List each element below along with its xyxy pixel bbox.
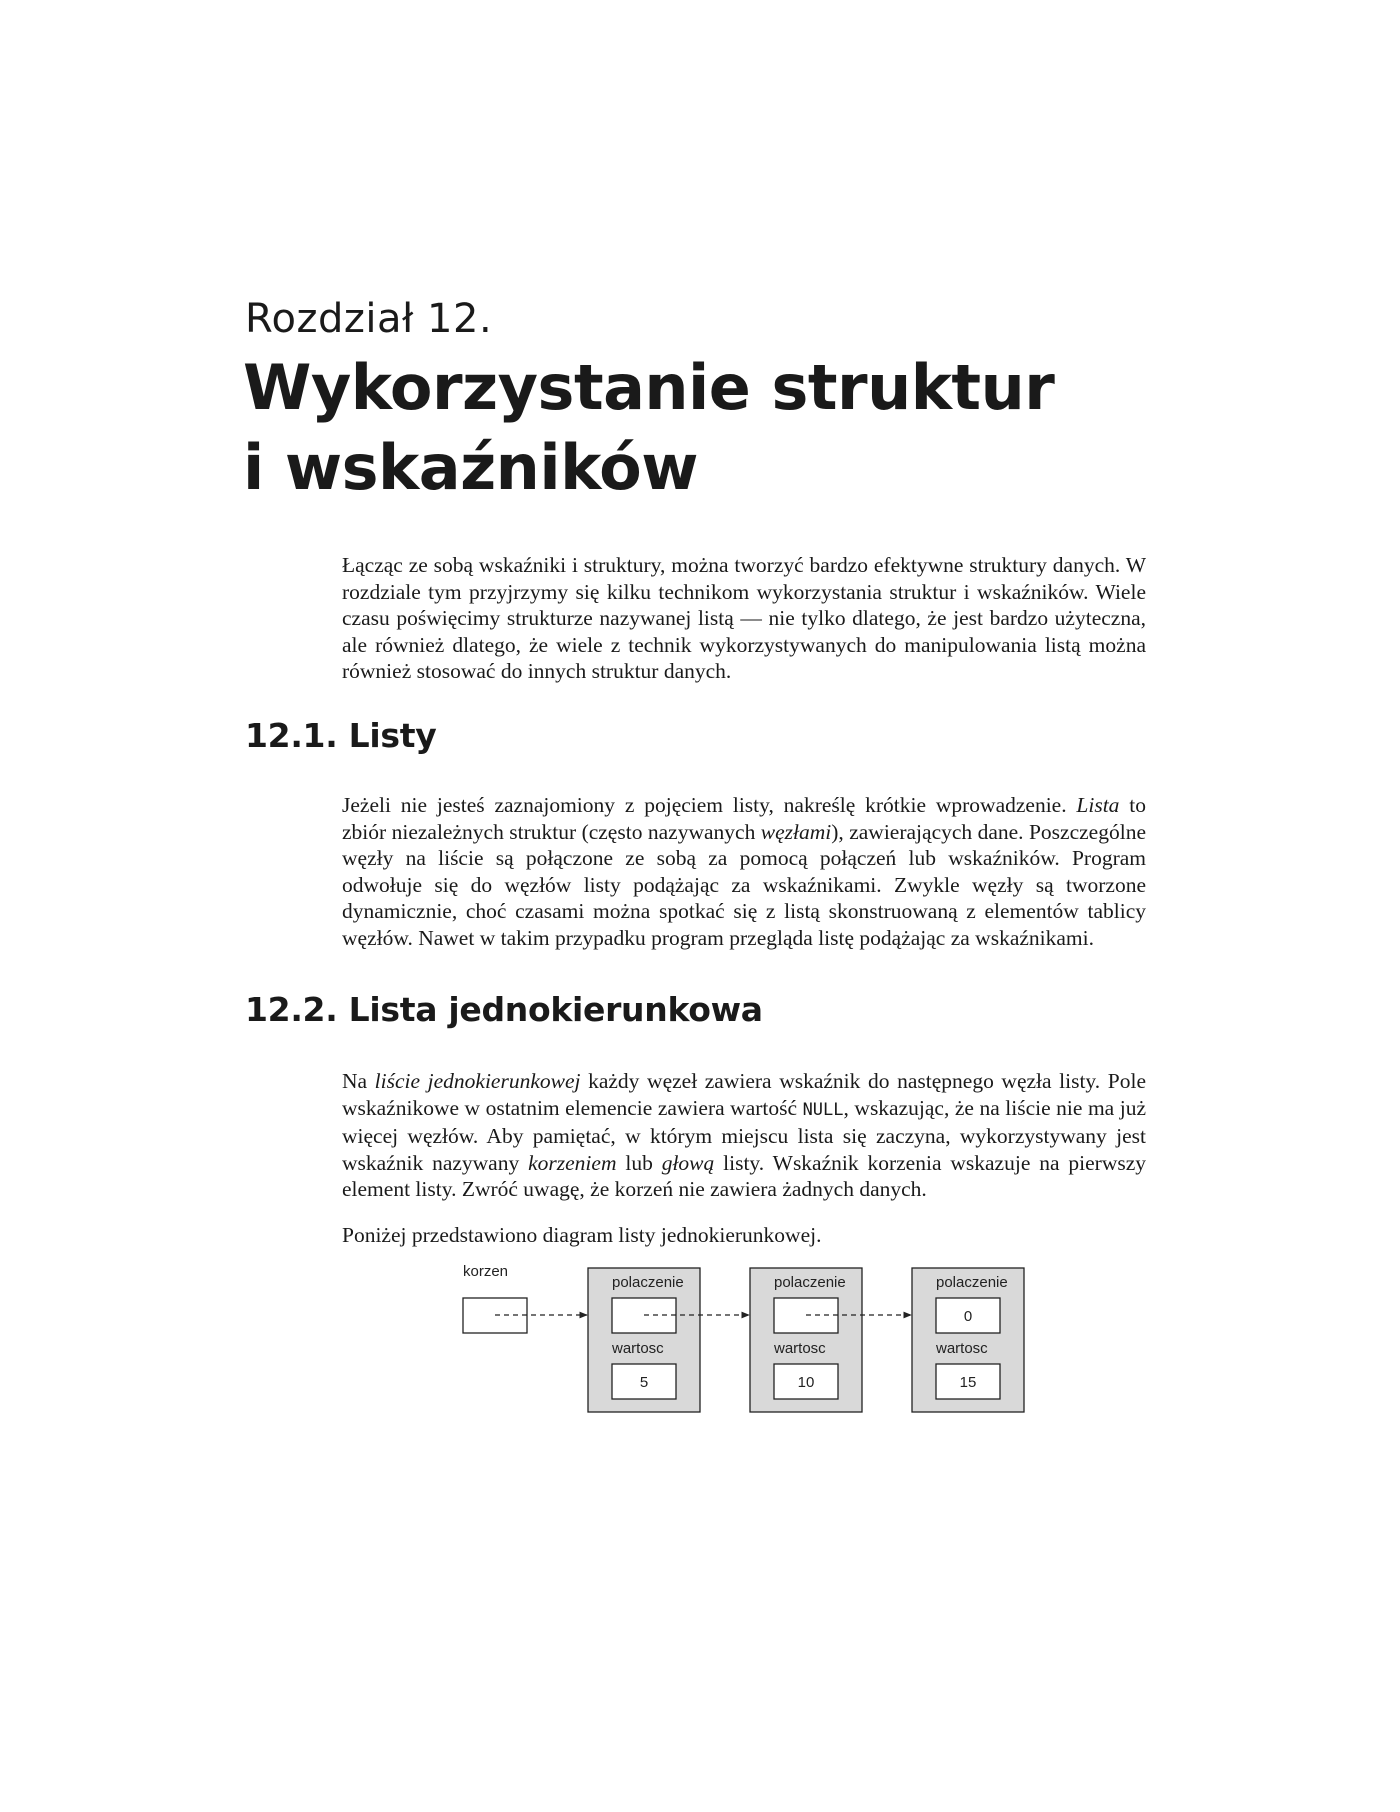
node-link-value: 0 (963, 1308, 973, 1325)
node-value-label: wartosc (936, 1340, 988, 1357)
term-wezlami: węzłami (760, 819, 832, 844)
chapter-title-line-1: Wykorzystanie struktur (243, 351, 1055, 424)
node-link-label: polaczenie (936, 1274, 1008, 1291)
text-run: to zbiór niezależnych struktur (często nazywanych (342, 793, 1146, 844)
text-run: każdy węzeł zawiera wskaźnik do następnego węzła listy. Pole wskaźnikowe w ostatnim elemencie zawiera wartość (342, 1069, 1146, 1120)
node-value: 10 (797, 1374, 815, 1391)
text-run: lub (616, 1150, 662, 1175)
text-run: Na (342, 1069, 375, 1093)
intro-paragraph: Łącząc ze sobą wskaźniki i struktury, można tworzyć bardzo efektywne struktury danych. W rozdziale tym przyjrzymy się kilku technikom wykorzystania struktur i wskaźników. Wiele czasu poświęcimy strukturze nazywanej listą — nie tylko dlatego, że jest bardzo użyteczna, ale również dlatego, że wiele z technik wykorzystywanych do manipulowania listą można również stosować do innych struktur danych. (342, 553, 1146, 683)
diagram-intro-paragraph: Poniżej przedstawiono diagram listy jednokierunkowej. (342, 1223, 822, 1247)
term-korzen: korzeniem (528, 1150, 617, 1175)
node-link-label: polaczenie (612, 1274, 684, 1291)
root-label: korzen (463, 1263, 509, 1280)
node-value-label: wartosc (774, 1340, 826, 1357)
node-value-label: wartosc (612, 1340, 664, 1357)
node-value: 5 (639, 1374, 649, 1391)
chapter-label: Rozdział 12. (245, 296, 493, 342)
text-run: Jeżeli nie jesteś zaznajomiony z pojęciem listy, nakreślę krótkie wprowadzenie. (342, 793, 1077, 817)
term-glowa: głową (661, 1150, 715, 1175)
term-lista-jednokierunkowa: liście jednokierunkowej (374, 1069, 581, 1093)
chapter-title-line-2: i wskaźników (243, 431, 699, 504)
text-run: , wskazując, że na liście nie ma już więcej węzłów. Aby pamiętać, w którym miejscu lista się zaczyna, wykorzystywany jest wskaźnik nazywany (342, 1095, 1146, 1175)
node-link-label: polaczenie (774, 1274, 846, 1291)
section-heading-lists: 12.1. Listy (245, 716, 437, 755)
section-heading-singly-linked-list: 12.2. Lista jednokierunkowa (245, 990, 763, 1029)
node-value: 15 (959, 1374, 977, 1391)
text-run: listy. Wskaźnik korzenia wskazuje na pierwszy element listy. Zwróć uwagę, że korzeń nie zawiera żadnych danych. (342, 1150, 1147, 1201)
text-run: ), zawierających dane. Poszczególne węzły na liście są połączone ze sobą za pomocą połączeń lub wskaźników. Program odwołuje się do węzłów listy podążając za wskaźnikami. Zwykle węzły są tworzone dynamicznie, choć czasami można spotkać się z listą skonstruowaną z elementów tablicy węzłów. Nawet w takim przypadku program przegląda listę podążając za wskaźnikami. (342, 819, 1146, 950)
term-lista: Lista (1076, 793, 1120, 817)
code-null: NULL (802, 1099, 844, 1120)
